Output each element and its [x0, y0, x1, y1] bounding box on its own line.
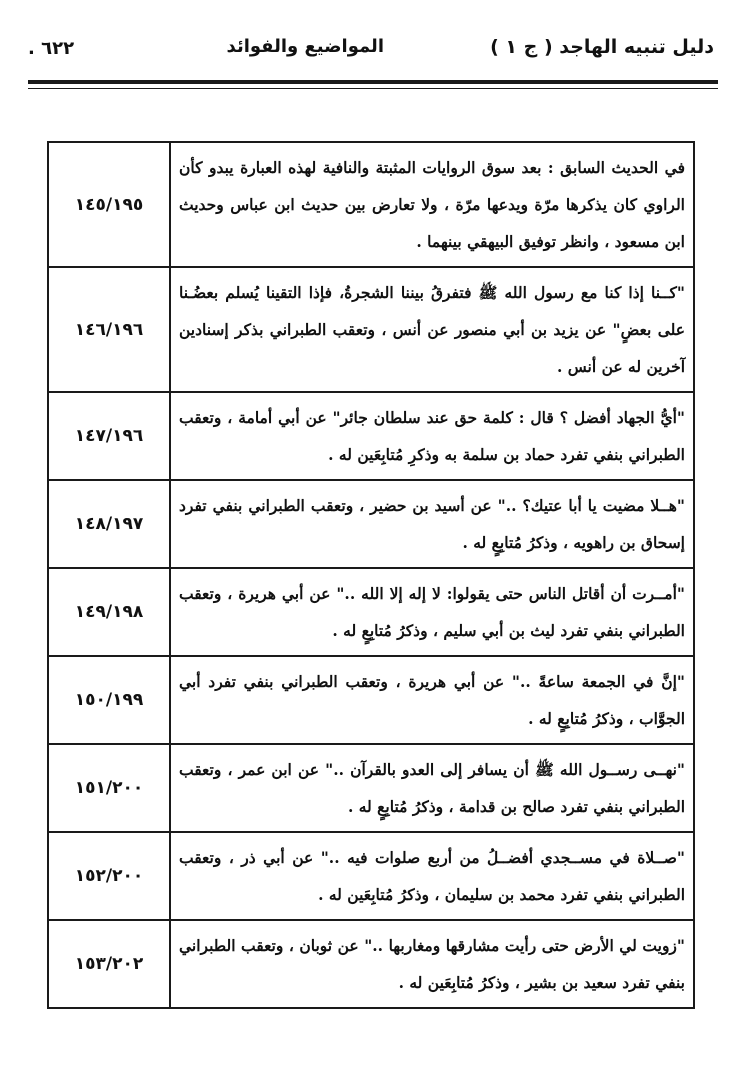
header-rule-thick [28, 80, 718, 84]
table-row [48, 267, 694, 392]
entry-text: "زويت لي الأرض حتى رأيت مشارقها ومغاربها .." عن ثوبان ، وتعقب الطبراني بنفي تفرد سعيد بن بشير ، وذكرُ مُتابِعَين له . [170, 920, 694, 1008]
section-title: المواضيع والفوائد [226, 36, 384, 57]
entry-reference: ١٥٠/١٩٩ [48, 656, 170, 744]
table-row [48, 744, 694, 832]
entry-reference: ١٤٥/١٩٥ [48, 142, 170, 267]
entry-reference: ١٥٢/٢٠٠ [48, 832, 170, 920]
table-row [48, 568, 694, 656]
entry-text: في الحديث السابق : بعد سوق الروايات المثبتة والنافية لهذه العبارة يبدو كأن الراوي كان يذكرها مرّة ويدعها مرّة ، ولا تعارض بين حديث ابن عباس وحديث ابن مسعود ، وانظر توفيق البيهقي بينهما . [170, 142, 694, 267]
table-row [48, 142, 694, 267]
book-title: دليل تنبيه الهاجد ( ج ١ ) [490, 36, 714, 58]
entry-reference: ١٥١/٢٠٠ [48, 744, 170, 832]
entry-reference: ١٤٧/١٩٦ [48, 392, 170, 480]
page-header [28, 36, 714, 76]
entry-reference: ١٤٨/١٩٧ [48, 480, 170, 568]
entries-table [47, 141, 695, 1009]
table-row [48, 832, 694, 920]
table-row [48, 392, 694, 480]
header-rule-thin [28, 88, 718, 89]
table-row [48, 920, 694, 1008]
entry-text: "إنَّ في الجمعة ساعةً .." عن أبي هريرة ، وتعقب الطبراني بنفي تفرد أبي الجوَّاب ، وذكرُ مُتابِعٍ له . [170, 656, 694, 744]
entry-text: "صــلاة في مســجدي أفضــلُ من أربع صلوات فيه .." عن أبي ذر ، وتعقب الطبراني بنفي تفرد محمد بن سليمان ، وذكرُ مُتابِعَين له . [170, 832, 694, 920]
page-number: ٦٢٢ . [28, 38, 75, 59]
entry-text: "أيُّ الجهاد أفضل ؟ قال : كلمة حق عند سلطان جائر" عن أبي أمامة ، وتعقب الطبراني بنفي تفرد حماد بن سلمة به وذكرِ مُتابِعَين له . [170, 392, 694, 480]
entry-reference: ١٥٣/٢٠٢ [48, 920, 170, 1008]
entry-text: "أمــرت أن أقاتل الناس حتى يقولوا: لا إله إلا الله .." عن أبي هريرة ، وتعقب الطبراني بنفي تفرد ليث بن أبي سليم ، وذكرُ مُتابِعٍ له . [170, 568, 694, 656]
table-row [48, 656, 694, 744]
entry-reference: ١٤٦/١٩٦ [48, 267, 170, 392]
entry-text: "كــنا إذا كنا مع رسول الله ﷺ فتفرقُ بيننا الشجرةُ، فإذا التقينا يُسلم بعضُـنا على بعضٍ" عن يزيد بن أبي منصور عن أنس ، وتعقب الطبراني بذكر إسنادين آخرين له عن أنس . [170, 267, 694, 392]
entry-text: "هــلا مضيت يا أبا عتيك؟ .." عن أسيد بن حضير ، وتعقب الطبراني بنفي تفرد إسحاق بن راهويه ، وذكرُ مُتابِعٍ له . [170, 480, 694, 568]
entry-text: "نهــى رســول الله ﷺ أن يسافر إلى العدو بالقرآن .." عن ابن عمر ، وتعقب الطبراني بنفي تفرد صالح بن قدامة ، وذكرُ مُتابِعٍ له . [170, 744, 694, 832]
entry-reference: ١٤٩/١٩٨ [48, 568, 170, 656]
table-row [48, 480, 694, 568]
